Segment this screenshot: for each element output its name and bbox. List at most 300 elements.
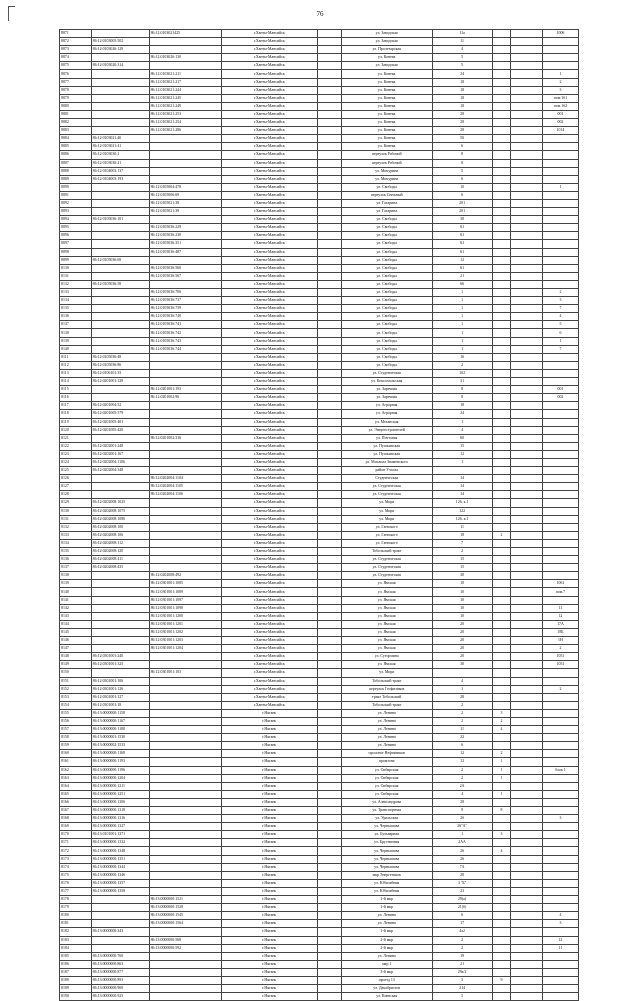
record-number-cell: 8190 — [60, 993, 92, 1001]
cadastral-number-object-cell — [149, 450, 221, 458]
city-cell: г.Нягань — [221, 863, 317, 871]
city-cell: г.Ханты-Мансийск — [221, 612, 317, 620]
record-number-cell: 8895 — [60, 224, 92, 232]
blank-cell-cell — [317, 272, 341, 280]
record-number-cell: 8897 — [60, 240, 92, 248]
building-number-cell — [492, 378, 511, 386]
cadastral-number-object-cell — [149, 46, 221, 54]
building-number-cell — [492, 798, 511, 806]
cadastral-number-object-cell: 86:12:0105004:478 — [149, 183, 221, 191]
house-number-cell: 23 — [432, 887, 492, 895]
house-number-cell: 2 — [432, 936, 492, 944]
house-number-cell: 12 — [432, 758, 492, 766]
blank-cell-cell — [317, 612, 341, 620]
blank-cell-cell — [511, 815, 543, 823]
building-number-cell — [492, 515, 511, 523]
record-number-cell: 8152 — [60, 685, 92, 693]
house-number-cell: 28 — [432, 871, 492, 879]
record-number-cell: 8179 — [60, 904, 92, 912]
record-number-cell: 8132 — [60, 523, 92, 531]
street-cell: ул. Студенческая — [341, 483, 432, 491]
city-cell: г.Ханты-Мансийск — [221, 345, 317, 353]
street-cell: ул. Конева — [341, 86, 432, 94]
cadastral-number-land-cell: 86:12:0103021:41 — [91, 143, 149, 151]
premises-number-cell — [542, 887, 578, 895]
house-number-cell: 7 — [432, 539, 492, 547]
street-cell: ул. Ямская — [341, 645, 432, 653]
premises-number-cell — [542, 985, 578, 993]
house-number-cell: 24 — [432, 70, 492, 78]
street-cell: ул. Сибирская — [341, 774, 432, 782]
premises-number-cell — [542, 734, 578, 742]
premises-number-cell — [542, 450, 578, 458]
house-number-cell: 201 — [432, 208, 492, 216]
street-cell: ул. Свободы — [341, 183, 432, 191]
table-row — [60, 499, 579, 507]
city-cell: г.Ханты-Мансийск — [221, 183, 317, 191]
city-cell: г.Нягань — [221, 904, 317, 912]
premises-number-cell: пом.7 — [542, 588, 578, 596]
premises-number-cell — [542, 717, 578, 725]
table-row — [60, 434, 579, 442]
cadastral-number-land-cell: 86:13:0000000:863 — [91, 960, 149, 968]
blank-cell-cell — [317, 928, 341, 936]
cadastral-number-object-cell — [149, 839, 221, 847]
cadastral-number-land-cell — [91, 208, 149, 216]
record-number-cell: 8132 — [60, 280, 92, 288]
house-number-cell: 61 — [432, 240, 492, 248]
cadastral-number-land-cell — [91, 637, 149, 645]
house-number-cell: 12 — [432, 256, 492, 264]
building-number-cell — [492, 896, 511, 904]
building-number-cell — [492, 159, 511, 167]
street-cell: ул. Почтовая — [341, 434, 432, 442]
table-row — [60, 94, 579, 102]
cadastral-number-object-cell — [149, 774, 221, 782]
building-number-cell — [492, 46, 511, 54]
building-number-cell — [492, 240, 511, 248]
building-number-cell — [492, 928, 511, 936]
blank-cell-cell — [511, 135, 543, 143]
blank-cell-cell — [511, 94, 543, 102]
table-row — [60, 62, 579, 70]
street-cell: Тобольский тракт — [341, 548, 432, 556]
premises-number-cell — [542, 523, 578, 531]
street-cell: ул. Свободы — [341, 337, 432, 345]
premises-number-cell: 1014 — [542, 127, 578, 135]
cadastral-number-object-cell — [149, 499, 221, 507]
street-cell: ул. Ленина — [341, 717, 432, 725]
street-cell: ул. Студенческая — [341, 564, 432, 572]
street-cell: ул. Свободы — [341, 264, 432, 272]
street-cell: ул. Уральская — [341, 815, 432, 823]
building-number-cell — [492, 208, 511, 216]
premises-number-cell — [542, 54, 578, 62]
street-cell: проспект Нефтяников — [341, 750, 432, 758]
blank-cell-cell — [511, 256, 543, 264]
cadastral-number-land-cell: 86:12:0301001:126 — [91, 685, 149, 693]
table-row — [60, 426, 579, 434]
blank-cell-cell — [317, 345, 341, 353]
city-cell: г.Нягань — [221, 887, 317, 895]
cadastral-number-land-cell — [91, 102, 149, 110]
house-number-cell: 1 — [432, 337, 492, 345]
building-number-cell: 2 — [492, 717, 511, 725]
blank-cell-cell — [511, 863, 543, 871]
table-row — [60, 54, 579, 62]
table-row — [60, 588, 579, 596]
blank-cell-cell — [511, 450, 543, 458]
house-number-cell: 10 — [432, 604, 492, 612]
cadastral-number-land-cell — [91, 78, 149, 86]
building-number-cell — [492, 483, 511, 491]
street-cell: ул. Мичурина — [341, 167, 432, 175]
blank-cell-cell — [511, 928, 543, 936]
house-number-cell: 10 — [432, 580, 492, 588]
record-number-cell: 8130 — [60, 507, 92, 515]
city-cell: г.Ханты-Мансийск — [221, 264, 317, 272]
blank-cell-cell — [317, 394, 341, 402]
table-row — [60, 102, 579, 110]
street-cell: ул. Чернышова — [341, 847, 432, 855]
city-cell: г.Нягань — [221, 790, 317, 798]
table-row — [60, 750, 579, 758]
house-number-cell: 122 — [432, 507, 492, 515]
cadastral-number-object-cell — [149, 798, 221, 806]
street-cell: ул. Пушкинская — [341, 450, 432, 458]
record-number-cell: 8881 — [60, 110, 92, 118]
table-row — [60, 596, 579, 604]
street-cell: ул. Заводская — [341, 62, 432, 70]
premises-number-cell — [542, 491, 578, 499]
city-cell: г.Нягань — [221, 717, 317, 725]
blank-cell-cell — [317, 248, 341, 256]
blank-cell-cell — [511, 321, 543, 329]
street-cell: ул. Ямская — [341, 604, 432, 612]
blank-cell-cell — [317, 183, 341, 191]
blank-cell-cell — [511, 758, 543, 766]
street-cell: ул. Свободы — [341, 361, 432, 369]
cadastral-number-object-cell: 86:12:0201001:193 — [149, 386, 221, 394]
cadastral-number-object-cell: 86:12:0103021:249 — [149, 102, 221, 110]
street-cell: ул. Ленина — [341, 920, 432, 928]
cadastral-number-land-cell: 86:13:0000000:1318 — [91, 807, 149, 815]
blank-cell-cell — [317, 952, 341, 960]
house-number-cell: 16 — [432, 353, 492, 361]
record-number-cell: 8896 — [60, 232, 92, 240]
blank-cell-cell — [511, 645, 543, 653]
house-number-cell: 1 — [432, 297, 492, 305]
blank-cell-cell — [317, 968, 341, 976]
city-cell: г.Нягань — [221, 734, 317, 742]
house-number-cell: 3 — [432, 976, 492, 984]
house-number-cell: 6 — [432, 742, 492, 750]
premises-number-cell — [542, 742, 578, 750]
table-row — [60, 782, 579, 790]
blank-cell-cell — [317, 863, 341, 871]
city-cell: г.Ханты-Мансийск — [221, 248, 317, 256]
city-cell: г.Ханты-Мансийск — [221, 677, 317, 685]
cadastral-number-land-cell: 86:13:0000000:1351 — [91, 855, 149, 863]
record-number-cell: 8131 — [60, 515, 92, 523]
premises-number-cell — [542, 402, 578, 410]
table-row — [60, 70, 579, 78]
street-cell: ул. Бульварная — [341, 831, 432, 839]
city-cell: г.Ханты-Мансийск — [221, 507, 317, 515]
table-row — [60, 823, 579, 831]
record-number-cell: 8879 — [60, 94, 92, 102]
cadastral-number-object-cell — [149, 353, 221, 361]
street-cell: ул. Сибирская — [341, 782, 432, 790]
building-number-cell — [492, 572, 511, 580]
city-cell: г.Нягань — [221, 985, 317, 993]
blank-cell-cell — [317, 637, 341, 645]
cadastral-number-land-cell: 86:13:0000000:1332 — [91, 839, 149, 847]
cadastral-number-object-cell — [149, 871, 221, 879]
blank-cell-cell — [511, 572, 543, 580]
house-number-cell: 38 — [432, 216, 492, 224]
blank-cell-cell — [317, 475, 341, 483]
city-cell: г.Ханты-Мансийск — [221, 224, 317, 232]
cadastral-number-object-cell — [149, 993, 221, 1001]
building-number-cell — [492, 677, 511, 685]
cadastral-number-land-cell — [91, 604, 149, 612]
street-cell: 1-й мкр — [341, 896, 432, 904]
premises-number-cell — [542, 458, 578, 466]
building-number-cell — [492, 968, 511, 976]
cadastral-number-land-cell — [91, 240, 149, 248]
record-number-cell: 8149 — [60, 661, 92, 669]
cadastral-number-land-cell — [91, 936, 149, 944]
cadastral-number-land-cell: 86:12:0103021:40 — [91, 135, 149, 143]
table-row — [60, 289, 579, 297]
blank-cell-cell — [511, 523, 543, 531]
blank-cell-cell — [511, 297, 543, 305]
blank-cell-cell — [317, 815, 341, 823]
premises-number-cell: 3 — [542, 920, 578, 928]
cadastral-number-land-cell: 86:12:0202004:348 — [91, 467, 149, 475]
cadastral-number-object-cell: 86:13:0000000:1564 — [149, 920, 221, 928]
blank-cell-cell — [511, 418, 543, 426]
record-number-cell: 8124 — [60, 458, 92, 466]
blank-cell-cell — [511, 628, 543, 636]
premises-number-cell — [542, 483, 578, 491]
street-cell: ул. Ямская — [341, 620, 432, 628]
table-row — [60, 726, 579, 734]
premises-number-cell: 5 — [542, 321, 578, 329]
blank-cell-cell — [511, 936, 543, 944]
city-cell: г.Ханты-Мансийск — [221, 208, 317, 216]
premises-number-cell — [542, 855, 578, 863]
cadastral-number-object-cell — [149, 677, 221, 685]
table-row — [60, 313, 579, 321]
building-number-cell — [492, 637, 511, 645]
building-number-cell — [492, 450, 511, 458]
record-number-cell: 8177 — [60, 887, 92, 895]
street-cell: мкр Энергетиков — [341, 871, 432, 879]
premises-number-cell — [542, 515, 578, 523]
property-register-table — [59, 29, 579, 1001]
record-number-cell: 8889 — [60, 175, 92, 183]
street-cell: ул. Конева — [341, 102, 432, 110]
premises-number-cell: 6 — [542, 329, 578, 337]
blank-cell-cell — [511, 588, 543, 596]
house-number-cell: 60 — [432, 434, 492, 442]
house-number-cell: 19 — [432, 952, 492, 960]
building-number-cell: 4 — [492, 847, 511, 855]
building-number-cell: 1 — [492, 790, 511, 798]
blank-cell-cell — [317, 879, 341, 887]
building-number-cell — [492, 985, 511, 993]
table-row — [60, 467, 579, 475]
cadastral-number-land-cell — [91, 386, 149, 394]
table-row — [60, 507, 579, 515]
cadastral-number-object-cell — [149, 369, 221, 377]
table-row — [60, 548, 579, 556]
record-number-cell: 8117 — [60, 402, 92, 410]
street-cell: 1-й мкр — [341, 928, 432, 936]
cadastral-number-object-cell — [149, 216, 221, 224]
blank-cell-cell — [511, 467, 543, 475]
record-number-cell: 8137 — [60, 564, 92, 572]
blank-cell-cell — [317, 353, 341, 361]
cadastral-number-object-cell: 86:12:0202004:1105 — [149, 483, 221, 491]
cadastral-number-land-cell: 86:12:0201005:401 — [91, 418, 149, 426]
blank-cell-cell — [317, 572, 341, 580]
cadastral-number-object-cell — [149, 750, 221, 758]
cadastral-number-land-cell — [91, 289, 149, 297]
city-cell: г.Нягань — [221, 968, 317, 976]
house-number-cell: 12 — [432, 750, 492, 758]
blank-cell-cell — [317, 135, 341, 143]
house-number-cell: 30 — [432, 661, 492, 669]
cadastral-number-land-cell: 86:12:0202001:167 — [91, 450, 149, 458]
city-cell: г.Ханты-Мансийск — [221, 94, 317, 102]
building-number-cell — [492, 110, 511, 118]
blank-cell-cell — [511, 208, 543, 216]
table-row — [60, 135, 579, 143]
record-number-cell: 8171 — [60, 839, 92, 847]
premises-number-cell — [542, 798, 578, 806]
building-number-cell — [492, 871, 511, 879]
city-cell: г.Нягань — [221, 912, 317, 920]
premises-number-cell: 3 — [542, 86, 578, 94]
street-cell: ул. Свободы — [341, 321, 432, 329]
street-cell: ул. Ямская — [341, 588, 432, 596]
city-cell: г.Ханты-Мансийск — [221, 46, 317, 54]
cadastral-number-land-cell: 86:12:0105036:101 — [91, 216, 149, 224]
cadastral-number-object-cell — [149, 823, 221, 831]
table-row — [60, 321, 579, 329]
city-cell: г.Ханты-Мансийск — [221, 523, 317, 531]
building-number-cell — [492, 264, 511, 272]
cadastral-number-object-cell — [149, 507, 221, 515]
blank-cell-cell — [317, 717, 341, 725]
cadastral-number-land-cell: 86:13:0000000:877 — [91, 968, 149, 976]
house-number-cell: 66 — [432, 280, 492, 288]
blank-cell-cell — [511, 831, 543, 839]
city-cell: г.Ханты-Мансийск — [221, 199, 317, 207]
house-number-cell: 1 — [432, 831, 492, 839]
building-number-cell — [492, 628, 511, 636]
house-number-cell: 1 — [432, 685, 492, 693]
cadastral-number-object-cell: 86:12:0301001:1201 — [149, 620, 221, 628]
page-number: 76 — [316, 10, 324, 18]
table-row — [60, 46, 579, 54]
cadastral-number-object-cell: 86:12:0301001:1089 — [149, 588, 221, 596]
cadastral-number-object-cell: 86:12:0105036:743 — [149, 337, 221, 345]
record-number-cell: 8121 — [60, 434, 92, 442]
cadastral-number-land-cell: 86:13:0000000:925 — [91, 993, 149, 1001]
cadastral-number-object-cell — [149, 742, 221, 750]
cadastral-number-land-cell: 86:13:0000000:760 — [91, 952, 149, 960]
cadastral-number-object-cell: 86:12:0301001:1200 — [149, 612, 221, 620]
cadastral-number-object-cell: 86:12:0301001:1085 — [149, 580, 221, 588]
table-row — [60, 483, 579, 491]
record-number-cell: 8899 — [60, 256, 92, 264]
record-number-cell: 8167 — [60, 807, 92, 815]
record-number-cell: 8872 — [60, 38, 92, 46]
premises-number-cell — [542, 556, 578, 564]
table-row — [60, 183, 579, 191]
blank-cell-cell — [511, 110, 543, 118]
house-number-cell: 28 — [432, 119, 492, 127]
house-number-cell: 17 — [432, 920, 492, 928]
street-cell: ул. Ямская — [341, 637, 432, 645]
table-row — [60, 709, 579, 717]
building-number-cell — [492, 661, 511, 669]
cadastral-number-land-cell: 86:12:0103030:2 — [91, 151, 149, 159]
premises-number-cell — [542, 46, 578, 54]
building-number-cell — [492, 523, 511, 531]
blank-cell-cell — [317, 790, 341, 798]
cadastral-number-land-cell: 86:12:0301001:325 — [91, 661, 149, 669]
premises-number-cell: 4 — [542, 313, 578, 321]
city-cell: г.Ханты-Мансийск — [221, 143, 317, 151]
record-number-cell: 8877 — [60, 78, 92, 86]
table-row — [60, 280, 579, 288]
blank-cell-cell — [511, 661, 543, 669]
city-cell: г.Нягань — [221, 896, 317, 904]
record-number-cell: 8155 — [60, 709, 92, 717]
blank-cell-cell — [317, 855, 341, 863]
premises-number-cell — [542, 410, 578, 418]
house-number-cell: 22 — [432, 734, 492, 742]
building-number-cell — [492, 280, 511, 288]
blank-cell-cell — [317, 240, 341, 248]
premises-number-cell: 1006 — [542, 30, 578, 38]
street-cell: ул. Михаила Знаменского — [341, 458, 432, 466]
cadastral-number-land-cell: 86:12:0202008:106 — [91, 531, 149, 539]
record-number-cell: 8137 — [60, 321, 92, 329]
street-cell: ул. Свободы — [341, 280, 432, 288]
blank-cell-cell — [317, 742, 341, 750]
table-row — [60, 580, 579, 588]
premises-number-cell — [542, 871, 578, 879]
record-number-cell: 8183 — [60, 936, 92, 944]
building-number-cell — [492, 458, 511, 466]
record-number-cell: 8173 — [60, 855, 92, 863]
building-number-cell — [492, 960, 511, 968]
house-number-cell: 2АА — [432, 839, 492, 847]
blank-cell-cell — [511, 564, 543, 572]
table-row — [60, 677, 579, 685]
blank-cell-cell — [511, 920, 543, 928]
house-number-cell: 2 — [432, 717, 492, 725]
house-number-cell: 2 — [432, 709, 492, 717]
street-cell: ул. Гаевского — [341, 523, 432, 531]
cadastral-number-land-cell: 86:13:0000001:1530 — [91, 734, 149, 742]
